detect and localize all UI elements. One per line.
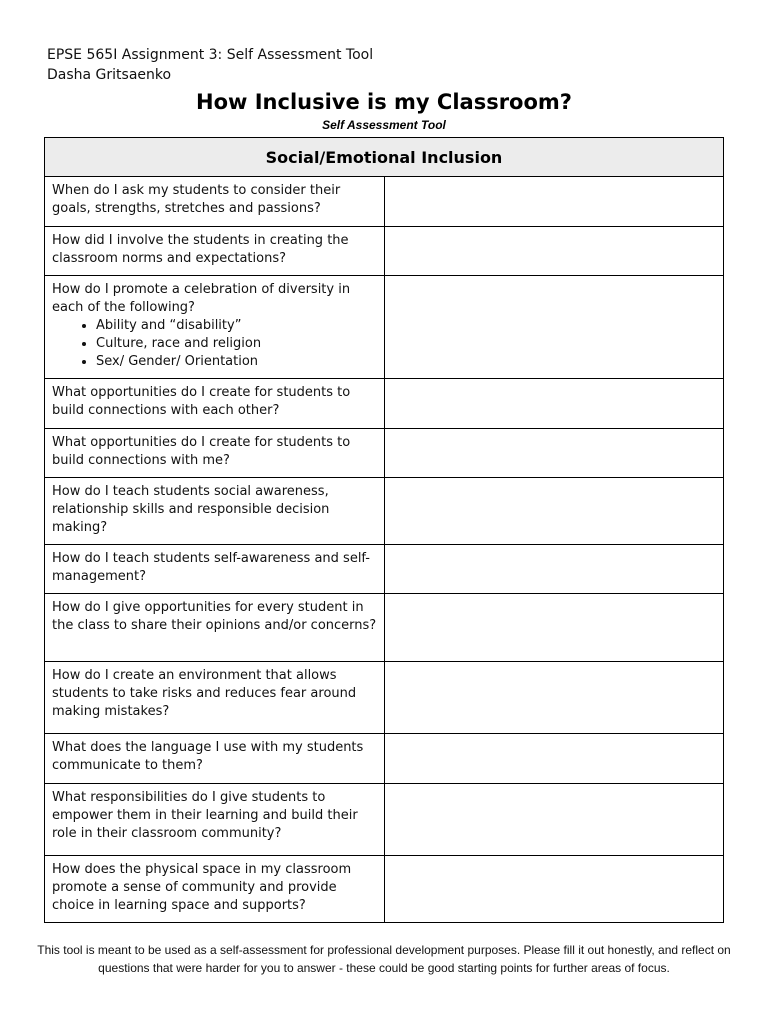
table-row <box>45 545 724 594</box>
table-row <box>45 594 724 662</box>
question-cell: What does the language I use with my students communicate to them? <box>45 734 385 784</box>
question-cell: How does the physical space in my classroom promote a sense of community and provide choice in learning space and supports? <box>45 856 385 923</box>
page-subtitle: Self Assessment Tool <box>322 118 446 132</box>
page-title: How Inclusive is my Classroom? <box>196 90 572 114</box>
list-item: • Culture, race and religion <box>96 335 378 353</box>
question-cell: How do I teach students social awareness, relationship skills and responsible decision making? <box>45 478 385 545</box>
table-row <box>45 734 724 784</box>
table-row <box>45 662 724 734</box>
answer-cell[interactable] <box>384 662 724 734</box>
course-line: EPSE 565I Assignment 3: Self Assessment Tool <box>47 47 374 63</box>
table-row <box>45 784 724 856</box>
table-row <box>45 227 724 276</box>
assessment-table <box>44 137 724 923</box>
answer-cell[interactable] <box>384 478 724 545</box>
table-row <box>45 856 724 923</box>
answer-cell[interactable] <box>384 276 724 379</box>
answer-cell[interactable] <box>384 594 724 662</box>
table-row <box>45 177 724 227</box>
question-cell: How do I give opportunities for every student in the class to share their opinions and/or concerns? <box>45 594 385 662</box>
answer-cell[interactable] <box>384 856 724 923</box>
question-cell <box>45 276 385 379</box>
question-cell: When do I ask my students to consider their goals, strengths, stretches and passions? <box>45 177 385 227</box>
bullet-list <box>52 317 378 371</box>
section-heading: Social/Emotional Inclusion <box>45 138 724 177</box>
author-name: Dasha Gritsaenko <box>47 67 172 83</box>
question-cell: What responsibilities do I give students to empower them in their learning and build their role in their classroom community? <box>45 784 385 856</box>
list-item: • Sex/ Gender/ Orientation <box>96 353 378 371</box>
question-cell: What opportunities do I create for students to build connections with each other? <box>45 379 385 429</box>
question-cell: What opportunities do I create for students to build connections with me? <box>45 429 385 478</box>
table-row <box>45 429 724 478</box>
footer-note: This tool is meant to be used as a self-assessment for professional development purposes. Please fill it out honestly, and reflect on questions that were harder for you to answer - these could be good starting points for further areas of focus. <box>37 943 731 975</box>
answer-cell[interactable] <box>384 177 724 227</box>
answer-cell[interactable] <box>384 545 724 594</box>
table-row <box>45 379 724 429</box>
answer-cell[interactable] <box>384 784 724 856</box>
answer-cell[interactable] <box>384 429 724 478</box>
table-row <box>45 276 724 379</box>
answer-cell[interactable] <box>384 734 724 784</box>
question-cell: How do I teach students self-awareness and self-management? <box>45 545 385 594</box>
answer-cell[interactable] <box>384 379 724 429</box>
table-row <box>45 478 724 545</box>
question-cell: How did I involve the students in creating the classroom norms and expectations? <box>45 227 385 276</box>
question-cell: How do I create an environment that allows students to take risks and reduces fear around making mistakes? <box>45 662 385 734</box>
question-text: How do I promote a celebration of diversity in each of the following? <box>52 282 351 315</box>
section-header-row <box>45 138 724 177</box>
list-item: • Ability and “disability” <box>96 317 378 335</box>
answer-cell[interactable] <box>384 227 724 276</box>
